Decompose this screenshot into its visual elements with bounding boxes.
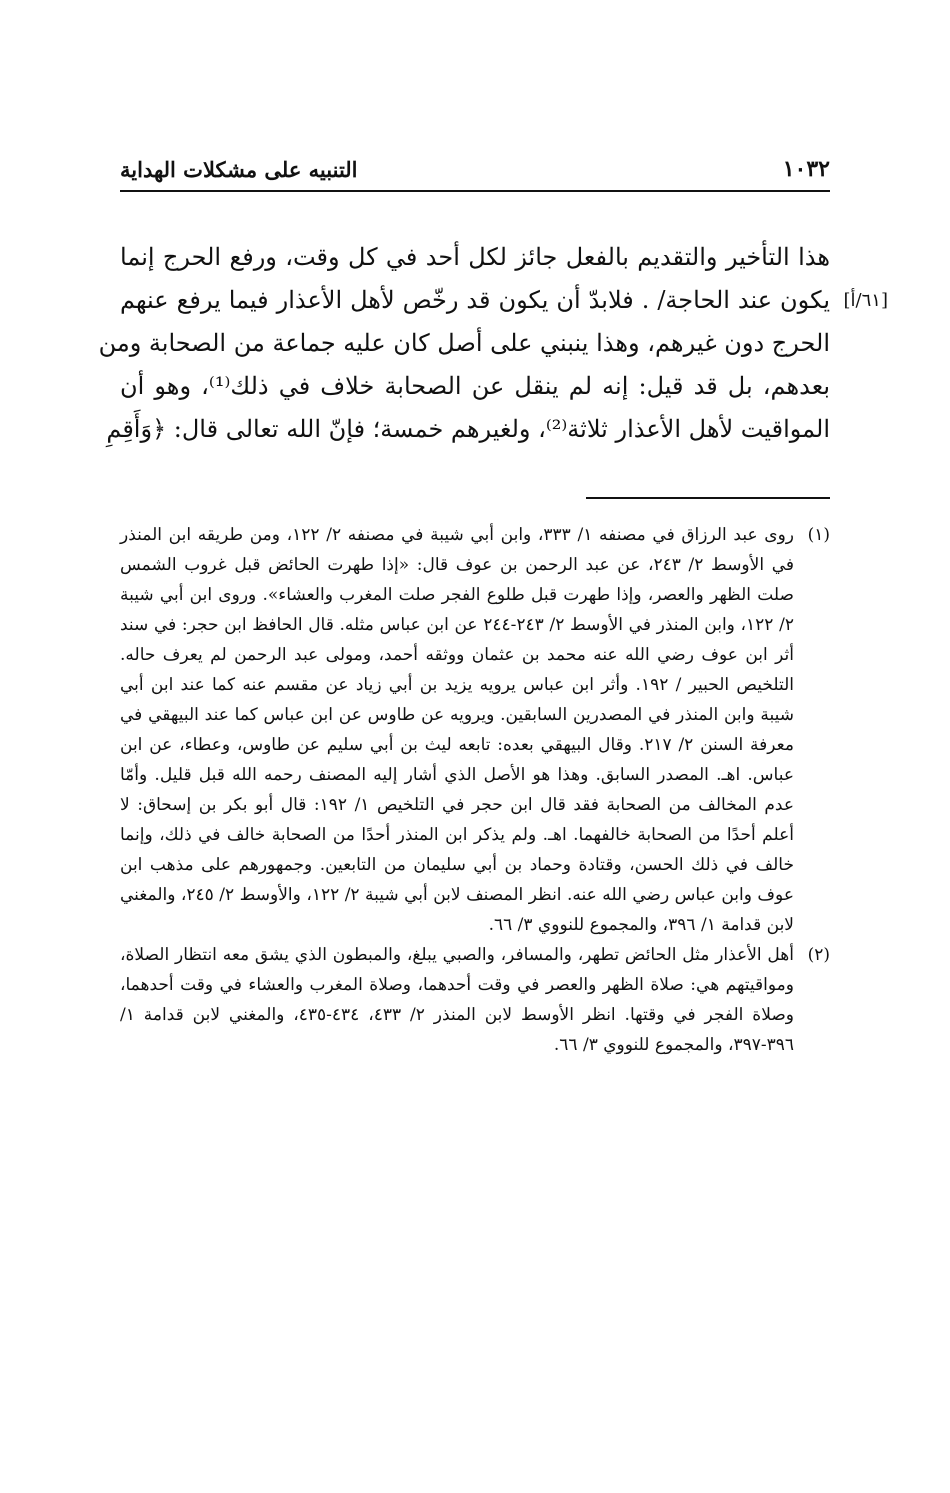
header-divider [120,190,830,192]
main-line: الحرج دون غيرهم، وهذا ينبني على أصل كان عليه جماعة من الصحابة ومن [98,329,830,357]
footnote-number: (٢) [807,945,830,965]
footnote-number: (١) [807,525,830,545]
footnote [120,520,830,940]
footnote-text: روى عبد الرزاق في مصنفه ١/ ٣٣٣، وابن أبي شيبة في مصنفه ٢/ ١٢٢، ومن طريقه ابن المنذر في الأوسط ٢/ ٢٤٣، عن عبد الرحمن بن عوف قال: «إذا طهرت الحائض قبل غروب الشمس صلت الظهر والعصر، وإذا طهرت قبل طلوع الفجر صلت المغرب والعشاء». وروى ابن أبي شيبة ٢/ ١٢٢، وابن المنذر في الأوسط ٢/ ٢٤٣-٢٤٤ عن ابن عباس مثله. قال الحافظ ابن حجر: في سند أثر ابن عوف رضي الله عنه محمد بن عثمان ووثقه أحمد، ومولى عبد الرحمن لم يعرف حاله. التلخيص الحبير / ١٩٢. وأثر ابن عباس يرويه يزيد بن أبي زياد عن مقسم عنه كما عند ابن أبي شيبة وابن المنذر في المصدرين السابقين. ويرويه عن طاوس عن ابن عباس كما عند البيهقي في معرفة السنن ٢/ ٢١٧. وقال البيهقي بعده: تابعه ليث بن أبي سليم عن طاوس، وعطاء، عن ابن عباس. اهـ. المصدر السابق. وهذا هو الأصل الذي أشار إليه المصنف رحمه الله قبل قليل. وأمّا عدم المخالف من الصحابة فقد قال ابن حجر في التلخيص ١/ ١٩٢: قال أبو بكر بن إسحاق: لا أعلم أحدًا من الصحابة خالفهما. اهـ. ولم يذكر ابن المنذر أحدًا من الصحابة خالف في ذلك، وإنما خالف في ذلك الحسن، وقتادة وحماد بن أبي سليمان من التابعين. وجمهورهم على مذهب ابن عوف وابن عباس رضي الله عنه. انظر المصنف لابن أبي شيبة ٢/ ١٢٢، والأوسط ٢/ ٢٤٥، والمغني لابن قدامة ١/ ٣٩٦، والمجموع للنووي ٣/ ٦٦. [120,525,795,935]
main-line: المواقيت لأهل الأعذار ثلاثة⁽²⁾، ولغيرهم خمسة؛ فإنّ الله تعالى قال: ﴿وَأَقِمِ [106,415,830,443]
main-line: بعدهم، بل قد قيل: إنه لم ينقل عن الصحابة خلاف في ذلك⁽¹⁾، وهو أن [120,372,831,400]
footnote [120,940,830,1060]
main-line: هذا التأخير والتقديم بالفعل جائز لكل أحد في كل وقت، ورفع الحرج إنما [120,243,830,271]
footnotes [120,520,830,1060]
footnote-text: أهل الأعذار مثل الحائض تطهر، والمسافر، والصبي يبلغ، والمبطون الذي يشق معه انتظار الصلاة، ومواقيتهم هي: صلاة الظهر والعصر في وقت أحدهما، وصلاة المغرب والعشاء في وقت أحدهما، وصلاة الفجر في وقتها. انظر الأوسط لابن المنذر ٢/ ٤٣٣، ٤٣٤-٤٣٥، والمغني لابن قدامة ١/ ٣٩٦-٣٩٧، والمجموع للنووي ٣/ ٦٦. [120,945,794,1055]
book-title: التنبيه على مشكلات الهداية [120,157,358,182]
main-text [98,236,888,451]
folio-margin-note: [٦١/أ] [843,290,888,311]
running-header [120,150,830,182]
main-line-text: يكون عند الحاجة/ . فلابدّ أن يكون قد رخّص لأهل الأعذار فيما يرفع عنهم [120,286,830,314]
footnote-divider [586,497,830,499]
page-number: ١٠٣٢ [782,156,830,182]
main-line [120,279,888,322]
